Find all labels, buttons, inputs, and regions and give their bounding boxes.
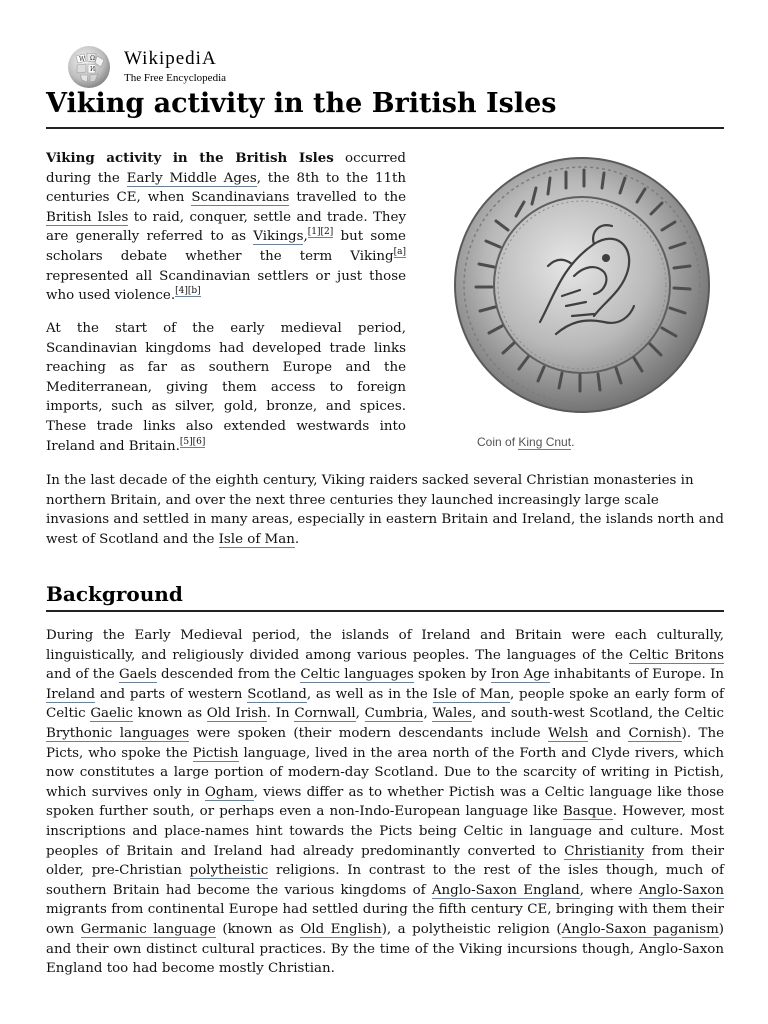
tagline: The Free Encyclopedia — [124, 72, 227, 84]
link-gaels[interactable]: Gaels — [118, 667, 157, 683]
citation-1[interactable]: [1] — [307, 227, 321, 238]
link-pictish[interactable]: Pictish — [192, 745, 239, 761]
link-welsh[interactable]: Welsh — [548, 725, 589, 741]
link-vikings[interactable]: Vikings — [253, 229, 304, 245]
citation-5[interactable]: [5] — [179, 436, 193, 447]
svg-text:W: W — [79, 56, 86, 63]
section-divider — [46, 610, 724, 612]
link-old-irish[interactable]: Old Irish — [206, 706, 267, 722]
link-cumbria[interactable]: Cumbria — [364, 706, 424, 722]
globe-icon — [66, 44, 112, 90]
link-anglo-saxon[interactable]: Anglo-Saxon — [638, 882, 724, 898]
link-anglo-saxon-england[interactable]: Anglo-Saxon England — [431, 882, 580, 898]
link-early-middle-ages[interactable]: Early Middle Ages — [126, 170, 257, 186]
link-brythonic-languages[interactable]: Brythonic languages — [46, 725, 190, 741]
wordmark: WikipediA — [124, 48, 217, 69]
link-germanic-language[interactable]: Germanic language — [80, 921, 216, 937]
intro-paragraph-1: Viking activity in the British Isles occurred during the Early Middle Ages, the 8th to the 11th centuries CE, when Scandinavians travelled to the British Isles to raid, conquer, settle and trade. They are generally referred to as Vikings,[1][2] but some scholars debate whether the term Viking[a] represented all Scandinavian settlers or just those who used violence.[4][b] — [46, 150, 407, 304]
link-scotland[interactable]: Scotland — [247, 686, 307, 702]
page-title: Viking activity in the British Isles — [46, 88, 557, 119]
link-iron-age[interactable]: Iron Age — [490, 667, 550, 683]
link-polytheistic[interactable]: polytheistic — [189, 863, 269, 879]
svg-text:Ω: Ω — [90, 55, 95, 62]
intro-paragraph-2: At the start of the early medieval period, Scandinavian kingdoms had developed trade links reaching as far as southern Europe and the Mediterranean, giving them access to foreign imports, such as silver, gold, bronze, and spices. These trade links also extended westwards into Ireland and Britain.[5][6] — [46, 321, 406, 454]
infobox-figure — [444, 146, 724, 460]
link-scandinavians[interactable]: Scandinavians — [191, 190, 290, 206]
link-ogham[interactable]: Ogham — [204, 784, 254, 800]
figure-caption: Coin of King Cnut. — [477, 435, 575, 449]
title-divider — [46, 127, 724, 129]
background-paragraph: During the Early Medieval period, the islands of Ireland and Britain were each culturally, linguistically, and religiously divided among various peoples. The languages of the Celtic Britons and of the Gaels descended from the Celtic languages spoken by Iron Age inhabitants of Europe. In Ireland and parts of western Scotland, as well as in the Isle of Man, people spoke an early form of Celtic Gaelic known as Old Irish. In Cornwall, Cumbria, Wales, and south-west Scotland, the Celtic Brythonic languages were spoken (their modern descendants include Welsh and Cornish). The Picts, who spoke the Pictish language, lived in the area north of the Forth and Clyde rivers, which now constitutes a large portion of modern-day Scotland. Due to the scarcity of writing in Pictish, which survives only in Ogham, views differ as to whether Pictish was a Celtic language like those spoken further south, or perhaps even a non-Indo-European language like Basque. However, most inscriptions and place-names hint towards the Picts being Celtic in language and culture. Most peoples of Britain and Ireland had already predominantly converted to Christianity from their older, pre-Christian polytheistic religions. In contrast to the rest of the isles though, much of southern Britain had become the various kingdoms of Anglo-Saxon England, where Anglo-Saxon migrants from continental Europe had settled during the fifth century CE, bringing with them their own Germanic language (known as Old English), a polytheistic religion (Anglo-Saxon paganism) and their own distinct cultural practices. By the time of the Viking incursions though, Anglo-Saxon England too had become mostly Christian. — [46, 628, 725, 977]
link-anglo-saxon-paganism[interactable]: Anglo-Saxon paganism — [561, 921, 719, 937]
link-isle-of-man[interactable]: Isle of Man — [218, 531, 295, 547]
link-celtic-languages[interactable]: Celtic languages — [300, 667, 414, 683]
wikipedia-logo[interactable] — [66, 44, 316, 88]
link-isle-of-man-2[interactable]: Isle of Man — [432, 686, 510, 702]
svg-text:И: И — [90, 66, 96, 73]
intro-paragraph-3: In the last decade of the eighth century, Viking raiders sacked several Christian monasteries in northern Britain, and over the next three centuries they launched increasingly large scale invasions and settled in many areas, especially in eastern Britain and Ireland, the islands north and west of Scotland and the Isle of Man. — [46, 473, 724, 547]
citation-2[interactable]: [2] — [320, 227, 334, 238]
citation-6[interactable]: [6] — [192, 436, 206, 447]
link-cornish[interactable]: Cornish — [628, 725, 682, 741]
link-basque[interactable]: Basque — [562, 804, 613, 820]
note-b[interactable]: [b] — [187, 286, 201, 297]
link-ireland[interactable]: Ireland — [46, 686, 96, 702]
section-heading-background: Background — [46, 582, 183, 606]
link-gaelic[interactable]: Gaelic — [90, 706, 133, 722]
link-wales[interactable]: Wales — [432, 706, 473, 722]
link-celtic-britons[interactable]: Celtic Britons — [628, 647, 724, 663]
citation-4[interactable]: [4] — [175, 286, 188, 297]
caption-link-king-cnut[interactable]: King Cnut — [518, 435, 572, 449]
note-a[interactable]: [a] — [393, 246, 406, 257]
link-cornwall[interactable]: Cornwall — [294, 706, 356, 722]
link-old-english[interactable]: Old English — [300, 921, 382, 937]
link-christianity[interactable]: Christianity — [564, 843, 645, 859]
coin-image[interactable] — [444, 146, 724, 428]
link-british-isles[interactable]: British Isles — [46, 209, 129, 225]
